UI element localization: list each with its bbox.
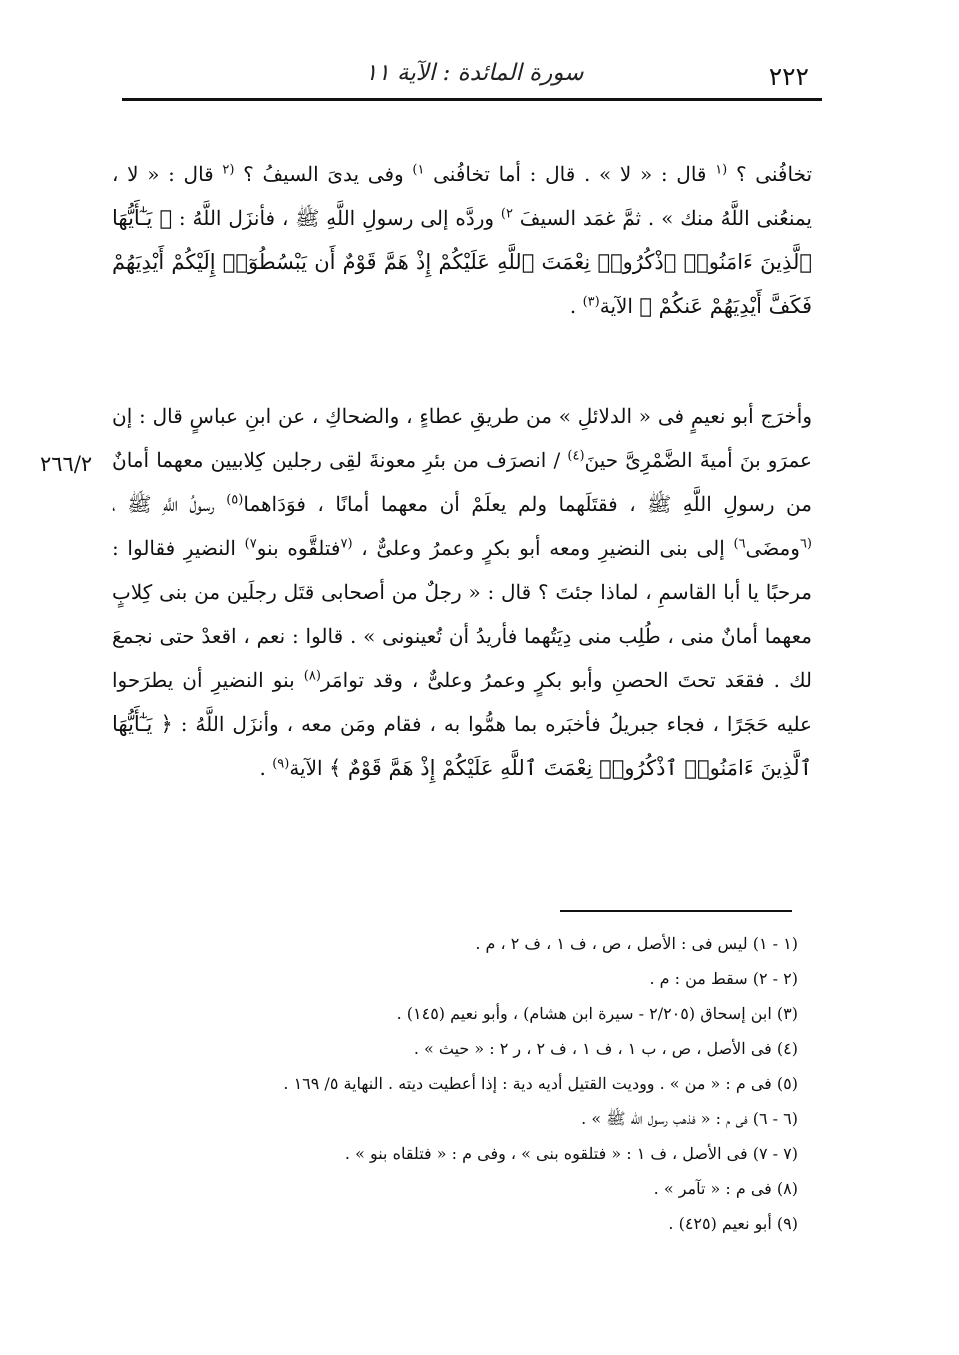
paragraph-1: [112, 152, 812, 328]
footnote-ref: (٣): [582, 294, 600, 310]
text-span: وفى يدىَ السيفُ ؟: [243, 162, 404, 186]
text-span: ومضَى: [745, 536, 800, 560]
footnote-item: (٥) فى م : « من » . ووديت القتيل أديه دية : إذا أعطيت ديته . النهاية ٥/ ١٦٩ .: [283, 1074, 798, 1093]
text-span: تخافُنى ؟: [735, 162, 813, 186]
footnote-item: (٢ - ٢) سقط من : م .: [649, 969, 798, 988]
quran-verse: ﴿ يَـٰٓأَيُّهَا ٱلَّذِينَ ءَامَنُوا۟ ٱذْكُرُوا۟ نِعْمَتَ ٱللَّهِ عَلَيْكُمْ إِذْ هَمَّ قَوْمٌ أَن يَبْسُطُوٓا۟ إِلَيْكُمْ أَيْدِيَهُمْ فَكَفَّ أَيْدِيَهُمْ عَنكُمْ ﴾: [112, 206, 812, 318]
text-span: بنو النضيرِ أن يطرَحوا عليه حَجَرًا ، فجاء جبريلُ فأخبَره بما همُّوا به ، فقام ومَن معه ، وأنزَل اللَّهُ :: [112, 668, 812, 736]
text-span: الآية: [599, 294, 633, 318]
text-span: إلى بنى النضيرِ ومعه أبو بكرٍ وعمرُ وعلىٌّ ،: [361, 536, 725, 560]
footnote-ref: (٤): [567, 448, 585, 464]
header-divider: [122, 98, 822, 101]
footnote-ref: (٧: [340, 536, 353, 552]
footnote-ref: (٦: [799, 536, 812, 552]
footnote-ref: (٨): [303, 668, 321, 684]
text-span: الآية: [289, 756, 323, 780]
footnote-ref: ٧): [244, 536, 257, 552]
footnote-ref: ٢): [500, 206, 513, 222]
footnote-divider: [560, 910, 792, 912]
footnote-item: (٣) ابن إسحاق (٢/٢٠٥ - سيرة ابن هشام) ، وأبو نعيم (١٤٥) .: [396, 1004, 798, 1023]
footnote-item: (٤) فى الأصل ، ص ، ب ١ ، ف ١ ، ف ٢ ، ر ٢ : « حيث » .: [413, 1039, 798, 1058]
text-span: فتلقَّوه بنو: [256, 536, 341, 560]
text-span: .: [259, 756, 266, 780]
paragraph-2: وأخرَج أبو نعيمٍ فى « الدلائلِ » من طريقِ عطاءٍ ، والضحاكِ ، عن ابنِ عباسٍ قال : إن عمرَو بنَ أميةَ الضَّمْرِىَّ حينَ$^{(٤)}$ / انصرَف من بئرِ معونةَ لقِى رجلين كِلابيين معهما أمانٌ من رسولِ اللَّهِ ﷺ ، فقتَلَهما ولم يعلَمْ أن معهما أمانًا ، فوَدَاهما$^{(٥)}$ رسولُ اللَّهِ ﷺ ، $^{(٦}$ومضَى$^{٦)}$ إلى بنى النضيرِ ومعه أبو بكرٍ وعمرُ وعلىٌّ ، $^{(٧}$فتلقَّوه بنو$^{٧)}$ النضيرِ فقالوا : مرحبًا يا أبا القاسمِ ، لماذا جئتَ ؟ قال : « رجلٌ من أصحابى قتَل رجلَين من بنى كِلابٍ معهما أمانٌ منى ، طُلِب منى دِيَتُهما فأريدُ أن تُعينونى » . قالوا : نعم ، اقعدْ حتى نجمعَ لك . فقعَد تحتَ الحصنِ وأبو بكرٍ وعمرُ وعلىٌّ ، وقد توامَر$^{(٨)}$ بنو النضيرِ أن يطرَحوا عليه حَجَرًا ، فجاء جبريلُ فأخبَره بما همُّوا به ، فقام ومَن معه ، وأنزَل اللَّهُ : ﴿ يَـٰٓأَيُّهَا ٱلَّذِينَ ءَامَنُوا۟ ٱذْكُرُوا۟ نِعْمَتَ ٱللَّهِ عَلَيْكُمْ إِذْ هَمَّ قَوْمٌ ﴾ الآية$^{(٩)}$ .: [112, 404, 813, 780]
footnote-item: (٧ - ٧) فى الأصل ، ف ١ : « فتلقوه بنى » ، وفى م : « فتلقاه بنو » .: [344, 1144, 798, 1163]
footnote-ref: (٥): [226, 492, 244, 508]
text-span: .: [569, 294, 577, 318]
footnote-ref: ٦): [733, 536, 746, 552]
text-span: وردَّه إلى رسولِ اللَّهِ ﷺ ، فأنزَل اللَّهُ :: [178, 206, 495, 230]
text-span: وأخرَج أبو نعيمٍ فى « الدلائلِ » من طريقِ عطاءٍ ، والضحاكِ ، عن ابنِ عباسٍ قال : إن عمرَو بنَ أميةَ الضَّمْرِىَّ حينَ: [112, 404, 812, 472]
footnotes-list: [200, 926, 798, 1241]
page-number: ٢٢٢: [768, 62, 809, 91]
footnote-item: (٨) فى م : « تآمر » .: [653, 1179, 798, 1198]
running-header-title: سورة المائدة : الآية ١١: [365, 60, 584, 86]
footnote-ref: ١): [412, 162, 425, 178]
text-span: رسولُ اللَّهِ ﷺ ،: [112, 492, 215, 516]
text-span: قال : « لا ، يمنعُنى اللَّهُ منك » . ثمَّ غمَد السيفَ: [112, 162, 812, 230]
quran-verse: ﴿ يَـٰٓأَيُّهَا ٱلَّذِينَ ءَامَنُوا۟ ٱذْكُرُوا۟ نِعْمَتَ ٱللَّهِ عَلَيْكُمْ إِذْ هَمَّ قَوْمٌ ﴾: [112, 712, 812, 780]
footnote-ref: (٢: [222, 162, 235, 178]
footnote-item: (١ - ١) ليس فى : الأصل ، ص ، ف ١ ، ف ٢ ، م .: [475, 934, 798, 953]
margin-reference: ٢٦٦/٢: [40, 452, 93, 476]
footnote-item: (٦ - ٦) فى م : « فذهب رسول الله ﷺ » .: [581, 1109, 798, 1128]
text-span: النضيرِ فقالوا : مرحبًا يا أبا القاسمِ ، لماذا جئتَ ؟ قال : « رجلٌ من أصحابى قتَل رجلَين من بنى كِلابٍ معهما أمانٌ منى ، طُلِب منى دِيَتُهما فأريدُ أن تُعينونى » . قالوا : نعم ، اقعدْ حتى نجمعَ لك . فقعَد تحتَ الحصنِ وأبو بكرٍ وعمرُ وعلىٌّ ، وقد توامَر: [112, 536, 813, 692]
footnote-ref: (١: [715, 162, 728, 178]
text-span: انصرَف من بئرِ معونةَ لقِى رجلين كِلابيين معهما أمانٌ من رسولِ اللَّهِ ﷺ ، فقتَلَهما ولم يعلَمْ أن معهما أمانًا ، فوَدَاهما: [112, 448, 812, 516]
footnote-ref: (٩): [272, 756, 290, 772]
text-span: قال : « لا » . قال : أما تخافُنى: [433, 162, 707, 186]
footnote-item: (٩) أبو نعيم (٤٢٥) .: [668, 1214, 798, 1233]
